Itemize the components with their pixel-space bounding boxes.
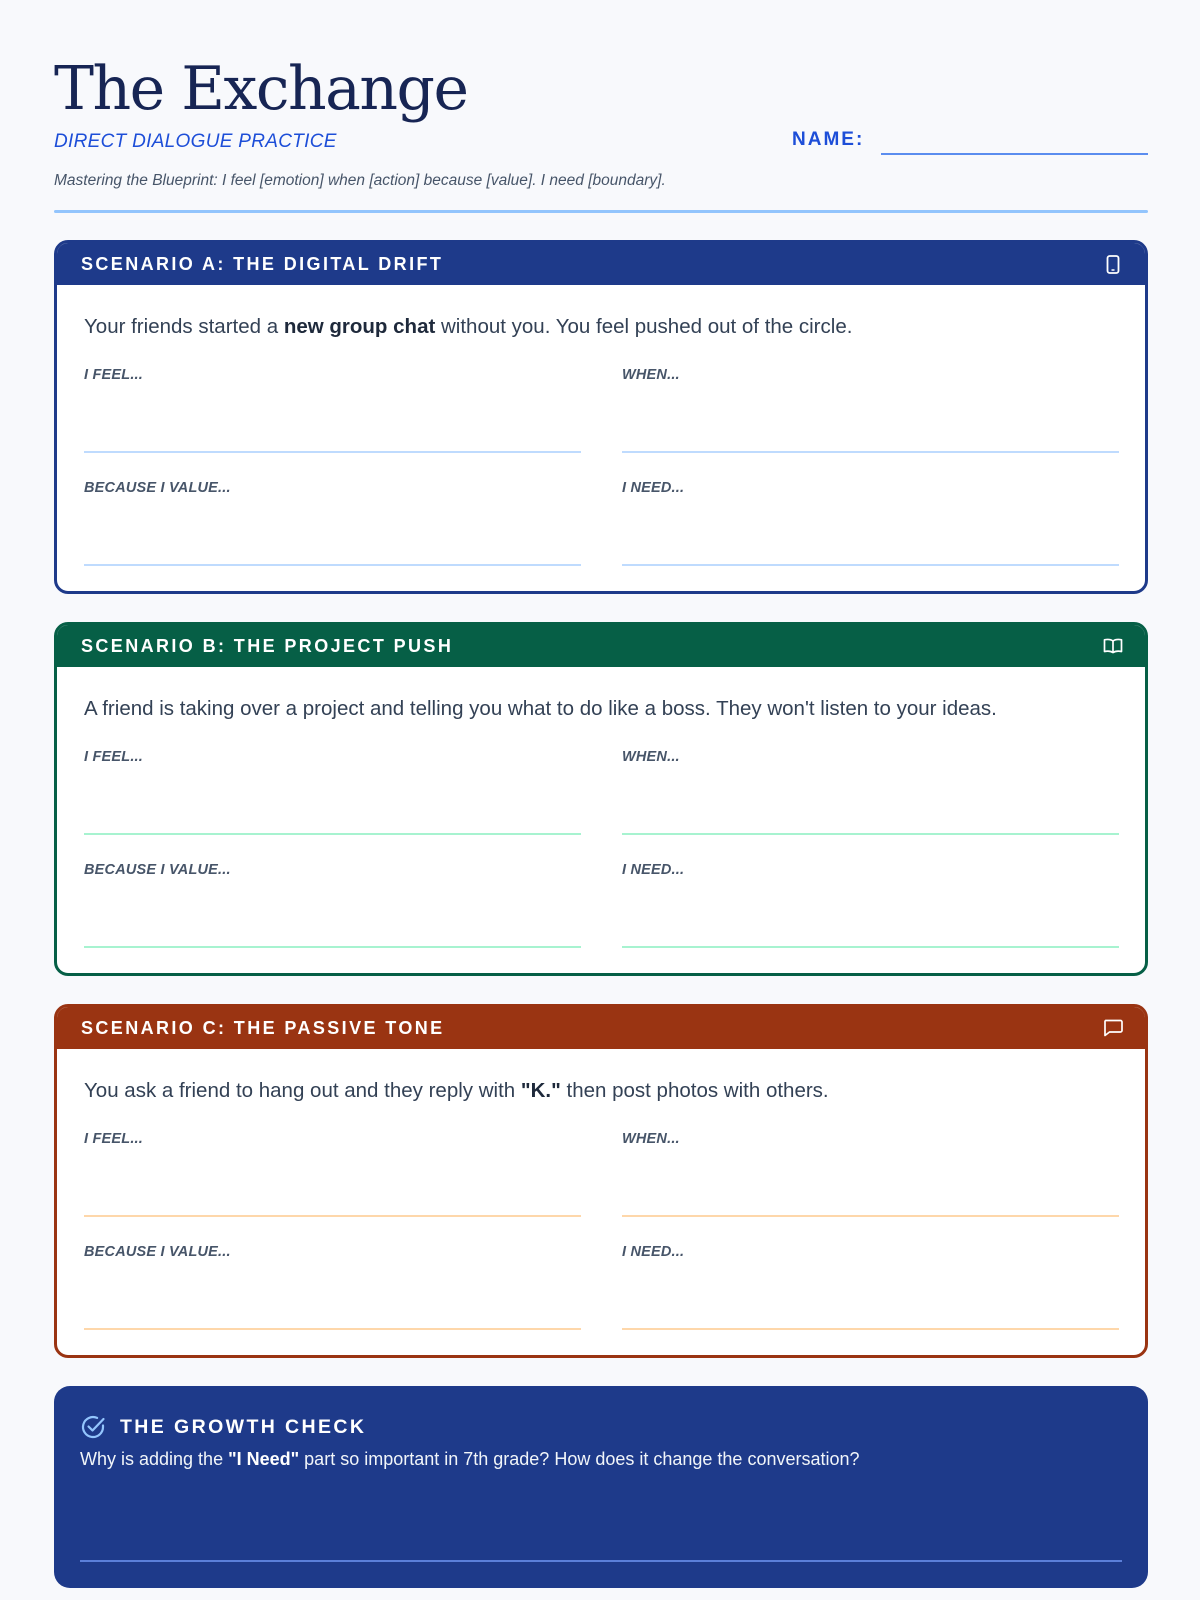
scenario-card-a — [54, 240, 1148, 594]
scenario-body — [57, 285, 1145, 591]
name-input-line[interactable] — [881, 153, 1148, 155]
worksheet-page — [54, 0, 1148, 1469]
scenario-prompt: You ask a friend to hang out and they reply with "K." then post photos with others. — [84, 1079, 829, 1102]
growth-title: THE GROWTH CHECK — [120, 1416, 367, 1438]
check-circle-icon — [80, 1414, 106, 1440]
scenario-prompt: A friend is taking over a project and telling you what to do like a boss. They won't listen to your ideas. — [84, 697, 997, 720]
field-label: I NEED... — [622, 480, 685, 496]
growth-question: Why is adding the "I Need" part so important in 7th grade? How does it change the conversation? — [80, 1449, 860, 1469]
answer-line[interactable] — [84, 833, 581, 835]
answer-line[interactable] — [622, 1328, 1119, 1330]
field-label: BECAUSE I VALUE... — [84, 480, 231, 496]
field-label: WHEN... — [622, 1131, 680, 1147]
i-feel-field[interactable] — [84, 749, 581, 835]
i-need-field[interactable] — [622, 1244, 1119, 1330]
page-subtitle: DIRECT DIALOGUE PRACTICE — [54, 131, 337, 152]
scenario-title: SCENARIO C: THE PASSIVE TONE — [81, 1017, 445, 1038]
field-label: I NEED... — [622, 862, 685, 878]
open-book-icon — [1103, 636, 1123, 656]
when-field[interactable] — [622, 749, 1119, 835]
scenario-prompt: Your friends started a new group chat without you. You feel pushed out of the circle. — [84, 315, 853, 338]
answer-line[interactable] — [84, 451, 581, 453]
answer-line[interactable] — [622, 1215, 1119, 1217]
scenario-title: SCENARIO B: THE PROJECT PUSH — [81, 635, 454, 656]
field-label: BECAUSE I VALUE... — [84, 1244, 231, 1260]
scenario-header — [57, 1007, 1145, 1049]
growth-check-panel — [54, 1386, 1148, 1588]
answer-line[interactable] — [622, 564, 1119, 566]
scenario-header — [57, 243, 1145, 285]
because-i-value-field[interactable] — [84, 862, 581, 948]
scenario-body — [57, 1049, 1145, 1355]
when-field[interactable] — [622, 367, 1119, 453]
page-title: The Exchange — [54, 54, 468, 124]
growth-answer-line[interactable] — [80, 1560, 1122, 1562]
worksheet-header — [54, 0, 1148, 214]
scenario-title: SCENARIO A: THE DIGITAL DRIFT — [81, 253, 444, 274]
smartphone-icon — [1103, 254, 1123, 274]
i-need-field[interactable] — [622, 862, 1119, 948]
scenario-card-c — [54, 1004, 1148, 1358]
when-field[interactable] — [622, 1131, 1119, 1217]
answer-line[interactable] — [622, 451, 1119, 453]
field-label: I FEEL... — [84, 1131, 143, 1147]
i-feel-field[interactable] — [84, 1131, 581, 1217]
field-label: WHEN... — [622, 749, 680, 765]
answer-line[interactable] — [84, 946, 581, 948]
scenario-body — [57, 667, 1145, 973]
field-label: I NEED... — [622, 1244, 685, 1260]
field-label: I FEEL... — [84, 749, 143, 765]
i-feel-field[interactable] — [84, 367, 581, 453]
field-label: BECAUSE I VALUE... — [84, 862, 231, 878]
because-i-value-field[interactable] — [84, 1244, 581, 1330]
name-label: NAME: — [792, 129, 865, 150]
blueprint-instructions: Mastering the Blueprint: I feel [emotion] when [action] because [value]. I need [boundary]. — [54, 172, 666, 189]
answer-line[interactable] — [84, 1215, 581, 1217]
i-need-field[interactable] — [622, 480, 1119, 566]
answer-line[interactable] — [622, 833, 1119, 835]
answer-line[interactable] — [84, 564, 581, 566]
header-divider — [54, 210, 1148, 213]
because-i-value-field[interactable] — [84, 480, 581, 566]
answer-line[interactable] — [622, 946, 1119, 948]
answer-line[interactable] — [84, 1328, 581, 1330]
field-label: WHEN... — [622, 367, 680, 383]
scenario-card-b — [54, 622, 1148, 976]
scenario-header — [57, 625, 1145, 667]
field-label: I FEEL... — [84, 367, 143, 383]
chat-bubble-icon — [1103, 1018, 1123, 1038]
